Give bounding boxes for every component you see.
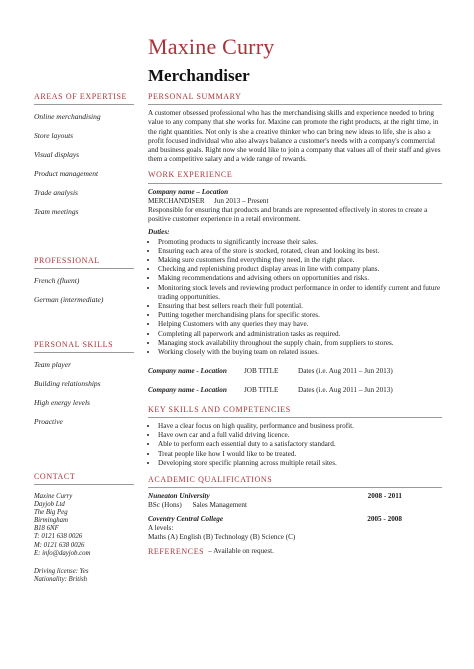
school-years: 2008 - 2011 (367, 492, 402, 501)
company-location: Company name – Location (148, 187, 229, 196)
previous-company: Company name - Location (148, 367, 227, 376)
previous-company: Company name - Location (148, 386, 227, 395)
key-skill-item: • Developing store specific planning across multiple retail sites. (158, 459, 442, 468)
contact-block (34, 493, 134, 584)
contact-line: Dayjob Ltd (34, 501, 65, 509)
duties-list (148, 238, 442, 358)
references-text: – Available on request. (208, 547, 274, 556)
contact-line: Birmingham (34, 517, 68, 525)
duty-item: • Monitoring stock levels and reviewing product performance in order to identify current and future trading opportunities. (158, 284, 442, 302)
previous-job-row (148, 386, 442, 395)
language-item: German (intermediate) (34, 295, 104, 304)
duty-item: • Managing stock availability throughout the supply chain, from suppliers to stores. (158, 339, 442, 348)
position-dates: Jun 2013 – Present (214, 196, 269, 205)
contact-line: The Big Peg (34, 509, 68, 517)
personal-skill-item: Team player (34, 360, 72, 369)
previous-title: JOB TITLE (244, 367, 279, 376)
professional-heading: PROFESSIONAL (34, 256, 134, 269)
contact-line: B18 6NF (34, 525, 59, 533)
references-heading: REFERENCES (148, 547, 205, 557)
summary-heading: PERSONAL SUMMARY (148, 92, 442, 105)
duty-item: • Making recommendations and advising others on opportunities and risks. (158, 274, 442, 283)
language-item: French (fluent) (34, 276, 80, 285)
previous-dates: Dates (i.e. Aug 2011 – Jun 2013) (298, 367, 393, 376)
key-skill-item: • Treat people like how I would like to be treated. (158, 450, 442, 459)
work-heading: WORK EXPERIENCE (148, 170, 442, 183)
duty-item: • Promoting products to significantly increase their sales. (158, 238, 442, 247)
school-years: 2005 - 2008 (367, 514, 402, 523)
position-row (148, 197, 442, 206)
previous-title: JOB TITLE (244, 386, 279, 395)
duties-heading: Duties: (148, 228, 170, 237)
degree-line: BSc (Hons) Sales Management (148, 501, 248, 510)
duty-item: • Putting together merchandising plans for specific stores. (158, 311, 442, 320)
contact-line: Maxine Curry (34, 493, 73, 500)
skills-heading: PERSONAL SKILLS (34, 340, 134, 353)
contact-heading: CONTACT (34, 472, 134, 485)
contact-line: E: info@dayjob.com (34, 549, 91, 557)
school-name: Coventry Central College (148, 514, 224, 523)
main-content (148, 92, 442, 556)
key-skills-list (148, 422, 442, 468)
responsibility-text: Responsible for ensuring that products and brands are represented effectively in stores to create a positive customer experience in a retail environment. (148, 206, 428, 224)
qualification-line: Maths (A) English (B) Technology (B) Science (C) (148, 532, 296, 541)
expertise-list (34, 112, 134, 216)
driving-license: Driving license: Yes (34, 567, 89, 575)
duty-item: • Making sure customers find everything they need, in the right place. (158, 256, 442, 265)
personal-skill-item: Proactive (34, 417, 63, 426)
key-skills-heading: KEY SKILLS AND COMPETENCIES (148, 405, 442, 418)
key-skill-item: • Have a clear focus on high quality, performance and business profit. (158, 422, 442, 431)
expertise-item: Trade analysis (34, 188, 78, 197)
expertise-item: Product management (34, 169, 99, 178)
key-skill-item: • Have own car and a full valid driving licence. (158, 431, 442, 440)
qualification-line: A levels: (148, 523, 174, 532)
duty-item: • Checking and replenishing product display areas in line with company plans. (158, 265, 442, 274)
contact-line: T: 0121 638 0026 (34, 533, 83, 541)
education-row (148, 515, 442, 524)
duty-item: • Ensuring that best sellers reach their full potential. (158, 302, 442, 311)
summary-text: A customer obsessed professional who has the merchandising skills and experience needed to bring value to any company that she works for. Maxine can promote the right products, at the right time, in the right quantities. Not only is she a creative thinker who can bring new ideas to life, she is also a profit focused individual who also always balance a customer's needs with a company's commercial and business goals. Right now she would like to join a company that values all of their staff and gives them a competitive salary and a wide range of rewards. (148, 109, 441, 164)
expertise-item: Online merchandising (34, 112, 101, 121)
education-row (148, 492, 442, 501)
duty-item: • Ensuring each area of the store is stocked, rotated, clean and looking its best. (158, 247, 442, 256)
expertise-item: Visual displays (34, 150, 80, 159)
candidate-name: Maxine Curry (148, 34, 275, 59)
school-name: Nuneaton University (148, 492, 210, 501)
education-heading: ACADEMIC QUALIFICATIONS (148, 475, 442, 488)
references-row (148, 547, 442, 556)
expertise-item: Store layouts (34, 131, 74, 140)
key-skill-item: • Able to perform each essential duty to a satisfactory standard. (158, 440, 442, 449)
duty-item: • Completing all paperwork and administration tasks as required. (158, 330, 442, 339)
expertise-item: Team meetings (34, 207, 79, 216)
previous-dates: Dates (i.e. Aug 2011 – Jun 2013) (298, 386, 393, 395)
expertise-heading: AREAS OF EXPERTISE (34, 92, 134, 105)
previous-job-row (148, 367, 442, 376)
position-title: MERCHANDISER (148, 196, 205, 205)
personal-skill-item: High energy levels (34, 398, 90, 407)
duty-item: • Helping Customers with any queries they may have. (158, 320, 442, 329)
personal-skill-item: Building relationships (34, 379, 101, 388)
nationality: Nationality: British (34, 575, 88, 583)
sidebar (34, 92, 134, 584)
contact-line: M: 0121 638 0026 (34, 541, 85, 549)
duty-item: • Working closely with the buying team on related issues. (158, 348, 442, 357)
job-title: Merchandiser (148, 66, 250, 85)
